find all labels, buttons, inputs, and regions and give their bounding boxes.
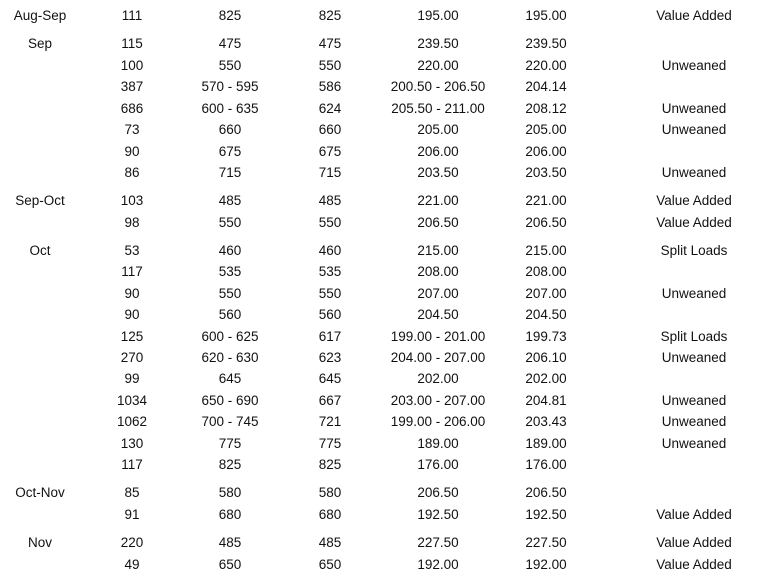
- delivery-period-cell: [0, 142, 80, 162]
- table-row: [0, 434, 757, 454]
- price-range-cell: 206.00: [417, 144, 459, 159]
- average-weight-cell: 721: [318, 414, 342, 429]
- head-count-cell: 220: [120, 535, 144, 550]
- average-price-cell: 205.00: [525, 122, 567, 137]
- weight-range-cell: 620 - 630: [201, 350, 259, 365]
- weight-range-cell: 715: [218, 165, 242, 180]
- weight-range-cell: 650 - 690: [201, 393, 259, 408]
- weight-range-cell: 550: [218, 286, 242, 301]
- price-range-cell: 192.50: [417, 507, 459, 522]
- weight-range-cell: 485: [218, 535, 242, 550]
- average-price-cell: 220.00: [525, 58, 567, 73]
- average-weight-cell: 485: [318, 193, 342, 208]
- price-range-cell: 205.00: [417, 122, 459, 137]
- table-row: [0, 34, 757, 54]
- price-range-cell: 176.00: [417, 457, 459, 472]
- table-row: [0, 327, 757, 347]
- delivery-period-cell: [0, 99, 80, 119]
- comment-cell: Unweaned: [661, 101, 727, 116]
- weight-range-cell: 680: [218, 507, 242, 522]
- table-row: [0, 262, 757, 282]
- table-row: [0, 391, 757, 411]
- average-price-cell: 189.00: [525, 436, 567, 451]
- comment-cell: Unweaned: [661, 165, 727, 180]
- comment-cell: [630, 455, 757, 475]
- table-row: [0, 284, 757, 304]
- head-count-cell: 100: [120, 58, 144, 73]
- price-range-cell: 206.50: [417, 485, 459, 500]
- table-row: [0, 348, 757, 368]
- table-row: [0, 163, 757, 183]
- comment-cell: Unweaned: [661, 286, 727, 301]
- price-range-cell: 195.00: [417, 8, 459, 23]
- comment-cell: Split Loads: [660, 243, 728, 258]
- price-range-cell: 192.00: [417, 557, 459, 572]
- delivery-period-cell: Oct-Nov: [15, 485, 65, 500]
- comment-cell: [630, 77, 757, 97]
- head-count-cell: 99: [124, 371, 140, 386]
- average-weight-cell: 550: [318, 286, 342, 301]
- average-price-cell: 227.50: [525, 535, 567, 550]
- weight-range-cell: 475: [218, 36, 242, 51]
- price-range-cell: 227.50: [417, 535, 459, 550]
- average-weight-cell: 586: [318, 79, 342, 94]
- price-range-cell: 204.50: [417, 307, 459, 322]
- head-count-cell: 125: [120, 329, 144, 344]
- weight-range-cell: 775: [218, 436, 242, 451]
- head-count-cell: 117: [121, 457, 143, 472]
- weight-range-cell: 580: [218, 485, 242, 500]
- average-price-cell: 239.50: [525, 36, 567, 51]
- average-price-cell: 176.00: [525, 457, 567, 472]
- average-price-cell: 206.00: [525, 144, 567, 159]
- comment-cell: [630, 305, 757, 325]
- price-range-cell: 206.50: [417, 215, 459, 230]
- weight-range-cell: 460: [218, 243, 242, 258]
- average-weight-cell: 550: [318, 215, 342, 230]
- average-price-cell: 204.50: [525, 307, 567, 322]
- average-price-cell: 208.00: [525, 264, 567, 279]
- average-weight-cell: 560: [318, 307, 342, 322]
- weight-range-cell: 645: [218, 371, 242, 386]
- comment-cell: [630, 483, 757, 503]
- comment-cell: [630, 369, 757, 389]
- table-row: [0, 533, 757, 553]
- delivery-period-cell: [0, 305, 80, 325]
- head-count-cell: 73: [124, 122, 140, 137]
- average-price-cell: 207.00: [525, 286, 567, 301]
- delivery-period-cell: Sep-Oct: [15, 193, 65, 208]
- weight-range-cell: 560: [218, 307, 242, 322]
- average-price-cell: 192.50: [525, 507, 567, 522]
- average-weight-cell: 624: [318, 101, 342, 116]
- weight-range-cell: 600 - 635: [201, 101, 259, 116]
- average-weight-cell: 825: [318, 457, 342, 472]
- head-count-cell: 85: [124, 485, 140, 500]
- average-price-cell: 221.00: [525, 193, 567, 208]
- average-price-cell: 192.00: [525, 557, 567, 572]
- average-price-cell: 215.00: [525, 243, 567, 258]
- table-row: [0, 142, 757, 162]
- average-weight-cell: 623: [318, 350, 342, 365]
- average-weight-cell: 650: [318, 557, 342, 572]
- head-count-cell: 86: [124, 165, 140, 180]
- price-range-cell: 239.50: [417, 36, 459, 51]
- average-weight-cell: 485: [318, 535, 342, 550]
- head-count-cell: 91: [124, 507, 140, 522]
- weight-range-cell: 825: [218, 8, 242, 23]
- head-count-cell: 98: [124, 215, 140, 230]
- head-count-cell: 1062: [116, 414, 148, 429]
- average-weight-cell: 645: [318, 371, 342, 386]
- delivery-period-cell: [0, 455, 80, 475]
- average-weight-cell: 580: [318, 485, 342, 500]
- head-count-cell: 130: [120, 436, 144, 451]
- delivery-period-cell: [0, 284, 80, 304]
- comment-cell: Unweaned: [661, 350, 727, 365]
- comment-cell: Unweaned: [661, 414, 727, 429]
- average-weight-cell: 825: [318, 8, 342, 23]
- price-range-cell: 189.00: [417, 436, 459, 451]
- weight-range-cell: 675: [218, 144, 242, 159]
- average-weight-cell: 535: [318, 264, 342, 279]
- weight-range-cell: 825: [218, 457, 242, 472]
- delivery-period-cell: [0, 56, 80, 76]
- delivery-period-cell: [0, 505, 80, 525]
- table-row: [0, 505, 757, 525]
- delivery-period-cell: [0, 434, 80, 454]
- table-row: [0, 56, 757, 76]
- comment-cell: Value Added: [656, 557, 732, 572]
- comment-cell: Value Added: [656, 8, 732, 23]
- table-row: [0, 305, 757, 325]
- weight-range-cell: 660: [218, 122, 242, 137]
- price-range-cell: 215.00: [417, 243, 459, 258]
- table-row: [0, 555, 757, 575]
- head-count-cell: 270: [120, 350, 144, 365]
- average-price-cell: 204.14: [525, 79, 567, 94]
- price-range-cell: 207.00: [417, 286, 459, 301]
- average-weight-cell: 715: [318, 165, 342, 180]
- weight-range-cell: 700 - 745: [201, 414, 259, 429]
- table-row: [0, 99, 757, 119]
- comment-cell: Unweaned: [661, 122, 727, 137]
- head-count-cell: 111: [121, 8, 143, 23]
- delivery-period-cell: [0, 163, 80, 183]
- delivery-period-cell: Nov: [27, 535, 52, 550]
- average-price-cell: 206.50: [525, 485, 567, 500]
- delivery-period-cell: Oct: [29, 243, 51, 258]
- table-row: [0, 483, 757, 503]
- head-count-cell: 686: [120, 101, 144, 116]
- price-range-cell: 205.50 - 211.00: [391, 101, 485, 116]
- head-count-cell: 117: [121, 264, 143, 279]
- average-weight-cell: 675: [318, 144, 342, 159]
- head-count-cell: 387: [120, 79, 144, 94]
- average-weight-cell: 775: [318, 436, 342, 451]
- comment-cell: [630, 262, 757, 282]
- table-row: [0, 213, 757, 233]
- comment-cell: Unweaned: [661, 58, 727, 73]
- average-price-cell: 202.00: [525, 371, 567, 386]
- average-price-cell: 204.81: [525, 393, 567, 408]
- average-price-cell: 195.00: [525, 8, 567, 23]
- table-row: [0, 77, 757, 97]
- weight-range-cell: 600 - 625: [201, 329, 259, 344]
- average-weight-cell: 660: [318, 122, 342, 137]
- head-count-cell: 90: [124, 307, 140, 322]
- price-range-cell: 208.00: [417, 264, 459, 279]
- average-weight-cell: 475: [318, 36, 342, 51]
- table-row: [0, 6, 757, 26]
- table-row: [0, 120, 757, 140]
- average-price-cell: 208.12: [525, 101, 567, 116]
- price-range-cell: 204.00 - 207.00: [390, 350, 486, 365]
- delivery-period-cell: [0, 391, 80, 411]
- comment-cell: [630, 34, 757, 54]
- price-range-cell: 220.00: [417, 58, 459, 73]
- table-row: [0, 191, 757, 211]
- comment-cell: Unweaned: [661, 393, 727, 408]
- average-weight-cell: 617: [318, 329, 342, 344]
- price-range-cell: 203.50: [417, 165, 459, 180]
- weight-range-cell: 550: [218, 58, 242, 73]
- delivery-period-cell: [0, 262, 80, 282]
- delivery-period-cell: Sep: [27, 36, 53, 51]
- average-price-cell: 203.43: [525, 414, 567, 429]
- comment-cell: Value Added: [656, 535, 732, 550]
- delivery-period-cell: [0, 327, 80, 347]
- average-weight-cell: 460: [318, 243, 342, 258]
- price-range-cell: 203.00 - 207.00: [390, 393, 486, 408]
- delivery-period-cell: [0, 412, 80, 432]
- comment-cell: Unweaned: [661, 436, 727, 451]
- comment-cell: [630, 142, 757, 162]
- weight-range-cell: 650: [218, 557, 242, 572]
- comment-cell: Value Added: [656, 215, 732, 230]
- weight-range-cell: 570 - 595: [201, 79, 259, 94]
- delivery-period-cell: [0, 213, 80, 233]
- price-range-cell: 199.00 - 206.00: [390, 414, 486, 429]
- delivery-period-cell: Aug-Sep: [13, 8, 67, 23]
- average-price-cell: 206.10: [525, 350, 567, 365]
- price-range-cell: 199.00 - 201.00: [390, 329, 486, 344]
- price-range-cell: 200.50 - 206.50: [390, 79, 486, 94]
- head-count-cell: 49: [124, 557, 140, 572]
- delivery-period-cell: [0, 120, 80, 140]
- head-count-cell: 115: [121, 36, 143, 51]
- comment-cell: Value Added: [656, 193, 732, 208]
- average-price-cell: 199.73: [525, 329, 567, 344]
- weight-range-cell: 550: [218, 215, 242, 230]
- head-count-cell: 103: [120, 193, 144, 208]
- average-price-cell: 206.50: [525, 215, 567, 230]
- head-count-cell: 90: [124, 144, 140, 159]
- delivery-period-cell: [0, 77, 80, 97]
- weight-range-cell: 485: [218, 193, 242, 208]
- head-count-cell: 1034: [116, 393, 148, 408]
- average-weight-cell: 667: [318, 393, 342, 408]
- weight-range-cell: 535: [218, 264, 242, 279]
- price-range-cell: 221.00: [417, 193, 459, 208]
- average-weight-cell: 680: [318, 507, 342, 522]
- delivery-period-cell: [0, 369, 80, 389]
- table-row: [0, 455, 757, 475]
- delivery-period-cell: [0, 555, 80, 575]
- comment-cell: Value Added: [656, 507, 732, 522]
- delivery-period-cell: [0, 348, 80, 368]
- table-row: [0, 369, 757, 389]
- head-count-cell: 90: [124, 286, 140, 301]
- comment-cell: Split Loads: [660, 329, 728, 344]
- head-count-cell: 53: [124, 243, 140, 258]
- table-row: [0, 412, 757, 432]
- average-weight-cell: 550: [318, 58, 342, 73]
- average-price-cell: 203.50: [525, 165, 567, 180]
- table-row: [0, 241, 757, 261]
- price-range-cell: 202.00: [417, 371, 459, 386]
